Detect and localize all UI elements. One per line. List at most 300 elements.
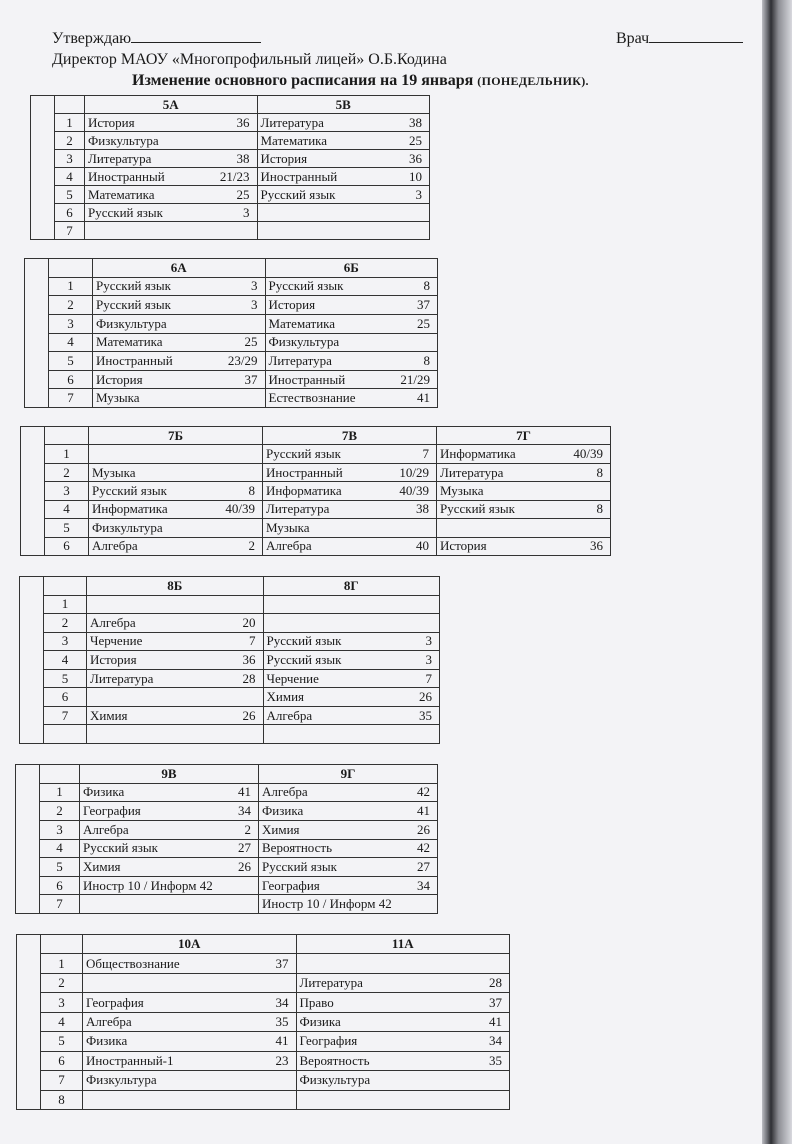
- table-row: [21, 482, 611, 500]
- room-number: 28: [489, 975, 502, 991]
- room-number: 34: [275, 994, 289, 1010]
- table-row: [25, 389, 438, 408]
- lesson-cell: [83, 1071, 297, 1090]
- subject-name: История: [96, 371, 143, 387]
- lesson-cell: [87, 669, 264, 688]
- schedule-block-8: [19, 576, 440, 744]
- lesson-cell: [265, 370, 438, 389]
- table-row: [21, 537, 611, 555]
- subject-name: Музыка: [266, 519, 310, 535]
- day-cell: [21, 427, 45, 556]
- lesson-cell: [259, 839, 438, 858]
- room-number: 23/29: [227, 352, 258, 368]
- table-row: [16, 858, 438, 877]
- table-row: [31, 204, 430, 222]
- table-row: [17, 1012, 510, 1031]
- doctor-line: [616, 30, 743, 48]
- room-number: 26: [419, 689, 432, 705]
- subject-name: География: [86, 994, 144, 1010]
- lesson-cell: [89, 500, 263, 518]
- room-number: 40/39: [399, 482, 429, 498]
- day-cell: [31, 96, 55, 240]
- subject-name: Вероятность: [299, 1052, 370, 1068]
- lesson-cell: [257, 168, 430, 186]
- room-number: 38: [416, 501, 429, 517]
- room-number: 41: [417, 803, 430, 819]
- lesson-cell: [83, 1051, 297, 1070]
- lesson-cell: [437, 519, 611, 537]
- table-row: [25, 352, 438, 371]
- table-row: [20, 688, 440, 707]
- lesson-number: 5: [41, 1032, 83, 1051]
- lesson-cell: [259, 820, 438, 839]
- schedule-table: [30, 95, 430, 240]
- room-number: 3: [425, 651, 432, 667]
- day-cell: [16, 765, 40, 914]
- table-row: [31, 168, 430, 186]
- lesson-cell: [263, 614, 440, 633]
- subject-name: Химия: [90, 707, 128, 723]
- doctor-label: Врач: [616, 30, 650, 47]
- table-row: [16, 820, 438, 839]
- lesson-number-header: [41, 935, 83, 954]
- lesson-number: 6: [55, 204, 85, 222]
- subject-name: Алгебра: [262, 784, 308, 800]
- subject-name: Литература: [90, 670, 154, 686]
- class-name: 9В: [80, 765, 259, 784]
- lesson-cell: [85, 150, 258, 168]
- subject-name: Право: [299, 994, 334, 1010]
- room-number: 27: [238, 840, 251, 856]
- subject-name: Литература: [88, 150, 152, 166]
- room-number: [430, 897, 434, 911]
- subject-name: Математика: [260, 132, 328, 148]
- lesson-number: 5: [55, 186, 85, 204]
- subject-name: Русский язык: [83, 840, 158, 856]
- lesson-cell: [263, 595, 440, 614]
- room-number: 34: [238, 803, 251, 819]
- subject-name: Музыка: [440, 482, 484, 498]
- lesson-cell: [87, 706, 264, 725]
- table-row: [17, 973, 510, 992]
- subject-name: Литература: [260, 114, 324, 130]
- subject-name: Литература: [440, 464, 504, 480]
- subject-name: Литература: [299, 975, 363, 991]
- lesson-cell: [80, 839, 259, 858]
- lesson-cell: [93, 314, 266, 333]
- lesson-number: 2: [49, 296, 93, 315]
- table-row: [20, 632, 440, 651]
- subject-name: Физкультура: [299, 1072, 371, 1088]
- lesson-cell: [89, 537, 263, 555]
- room-number: 42: [417, 784, 430, 800]
- subject-name: Физика: [86, 1033, 128, 1049]
- room-number: 21/23: [219, 168, 250, 184]
- subject-name: Черчение: [90, 633, 143, 649]
- class-name: 7Г: [437, 427, 611, 445]
- table-row: [16, 839, 438, 858]
- room-number: [289, 1073, 293, 1087]
- subject-name: Русский язык: [96, 297, 171, 313]
- subject-name: Химия: [262, 821, 300, 837]
- lesson-cell: [85, 132, 258, 150]
- lesson-number: 7: [44, 706, 87, 725]
- room-number: 3: [251, 278, 258, 294]
- room-number: 35: [419, 707, 432, 723]
- subject-name: История: [440, 538, 487, 554]
- room-number: 8: [596, 501, 603, 517]
- subject-name: География: [262, 877, 320, 893]
- schedule-block-7: [20, 426, 611, 556]
- lesson-cell: [89, 463, 263, 481]
- lesson-number: 3: [40, 820, 80, 839]
- lesson-number: 1: [44, 595, 87, 614]
- lesson-cell: [437, 463, 611, 481]
- table-row: [20, 651, 440, 670]
- lesson-number: 5: [45, 519, 89, 537]
- subject-name: Математика: [96, 334, 163, 350]
- lesson-cell: [80, 802, 259, 821]
- subject-name: Русский язык: [262, 858, 337, 874]
- class-header-row: [21, 427, 611, 445]
- subject-name: Алгебра: [92, 538, 138, 554]
- schedule-table: [16, 934, 510, 1110]
- subject-name: Русский язык: [96, 278, 171, 294]
- subject-name: Иностранный: [88, 168, 165, 184]
- room-number: 3: [415, 186, 422, 202]
- subject-name: Алгебра: [90, 614, 136, 630]
- room-number: 10: [409, 168, 422, 184]
- lesson-cell: [263, 463, 437, 481]
- lesson-cell: [80, 820, 259, 839]
- lesson-cell: [257, 186, 430, 204]
- room-number: 20: [242, 614, 256, 630]
- class-header-row: [16, 765, 438, 784]
- lesson-cell: [263, 537, 437, 555]
- director-line: Директор МАОУ «Многопрофильный лицей» О.Б.Кодина: [52, 51, 447, 68]
- room-number: 40: [416, 538, 429, 554]
- room-number: 3: [425, 633, 432, 649]
- room-number: 7: [425, 670, 432, 686]
- room-number: [502, 1073, 506, 1087]
- subject-name: Русский язык: [266, 651, 342, 667]
- lesson-cell: [93, 370, 266, 389]
- room-number: 40/39: [225, 501, 255, 517]
- lesson-cell: [89, 445, 263, 463]
- room-number: 34: [417, 877, 430, 893]
- lesson-cell: [296, 1051, 510, 1070]
- lesson-number: 4: [45, 500, 89, 518]
- subject-name: Алгебра: [86, 1013, 132, 1029]
- lesson-cell: [296, 1071, 510, 1090]
- lesson-number-header: [49, 259, 93, 278]
- lesson-number: 3: [44, 632, 87, 651]
- lesson-number: 3: [45, 482, 89, 500]
- room-number: 36: [236, 114, 250, 130]
- subject-name: Музыка: [92, 464, 136, 480]
- subject-name: Вероятность: [262, 840, 333, 856]
- table-row: [25, 370, 438, 389]
- lesson-cell: [89, 482, 263, 500]
- lesson-cell: [85, 222, 258, 240]
- table-row: [17, 954, 510, 973]
- lesson-cell: [265, 277, 438, 296]
- lesson-cell: [83, 1032, 297, 1051]
- subject-name: История: [90, 651, 137, 667]
- room-number: 10/29: [399, 464, 429, 480]
- lesson-cell: [259, 895, 438, 914]
- lesson-cell: [257, 150, 430, 168]
- lesson-cell: [83, 973, 297, 992]
- lesson-number: [44, 725, 87, 744]
- lesson-cell: [87, 614, 264, 633]
- subject-name: Физкультура: [92, 519, 163, 535]
- subject-name: Физкультура: [86, 1072, 157, 1088]
- subject-name: История: [88, 114, 135, 130]
- approve-signature-line: [131, 42, 261, 43]
- lesson-cell: [263, 632, 440, 651]
- lesson-cell: [296, 954, 510, 973]
- class-name: 10А: [83, 935, 297, 954]
- table-row: [21, 445, 611, 463]
- room-number: 41: [275, 1033, 289, 1049]
- table-row: [25, 333, 438, 352]
- scan-edge: [762, 0, 792, 1144]
- lesson-number: 6: [41, 1051, 83, 1070]
- subject-name: История: [268, 297, 316, 313]
- lesson-cell: [296, 993, 510, 1012]
- lesson-cell: [263, 725, 440, 744]
- lesson-cell: [93, 333, 266, 352]
- schedule-block-5: [30, 95, 430, 237]
- subject-name: Русский язык: [88, 204, 163, 220]
- room-number: 23: [275, 1052, 289, 1068]
- lesson-number: 8: [41, 1090, 83, 1110]
- table-row: [25, 296, 438, 315]
- subject-name: Естествознание: [268, 390, 356, 406]
- subject-name: Русский язык: [266, 446, 341, 462]
- lesson-cell: [263, 669, 440, 688]
- subject-name: Русский язык: [440, 501, 515, 517]
- lesson-number-header: [55, 96, 85, 114]
- room-number: 25: [409, 132, 422, 148]
- subject-name: Обществознание: [86, 955, 180, 971]
- lesson-number: 3: [41, 993, 83, 1012]
- room-number: [430, 335, 434, 349]
- subject-name: Физкультура: [96, 315, 167, 331]
- subject-name: Математика: [268, 315, 336, 331]
- table-row: [25, 277, 438, 296]
- lesson-number: 7: [55, 222, 85, 240]
- lesson-number: 2: [45, 463, 89, 481]
- lesson-number: 2: [41, 973, 83, 992]
- table-row: [31, 186, 430, 204]
- lesson-number: 7: [41, 1071, 83, 1090]
- subject-name: Физика: [299, 1013, 341, 1029]
- lesson-cell: [263, 500, 437, 518]
- lesson-cell: [89, 519, 263, 537]
- subject-name: Иностранный-1: [86, 1052, 174, 1068]
- lesson-cell: [437, 482, 611, 500]
- subject-name: Иностранный: [260, 168, 338, 184]
- room-number: 36: [242, 651, 256, 667]
- room-number: 26: [417, 821, 430, 837]
- lesson-cell: [265, 352, 438, 371]
- lesson-number-header: [44, 577, 87, 596]
- subject-name: Физика: [83, 784, 125, 800]
- lesson-cell: [259, 876, 438, 895]
- room-number: 41: [238, 784, 251, 800]
- subject-name: Физика: [262, 803, 304, 819]
- lesson-cell: [263, 706, 440, 725]
- table-row: [17, 1090, 510, 1110]
- lesson-cell: [296, 1090, 510, 1110]
- room-number: 26: [238, 858, 251, 874]
- lesson-cell: [263, 445, 437, 463]
- subject-name: Информатика: [266, 482, 342, 498]
- lesson-cell: [296, 1032, 510, 1051]
- lesson-cell: [85, 186, 258, 204]
- lesson-number: 2: [55, 132, 85, 150]
- room-number: 42: [417, 840, 430, 856]
- room-number: 25: [244, 334, 258, 350]
- room-number: 7: [249, 633, 256, 649]
- lesson-number: 3: [55, 150, 85, 168]
- room-number: [255, 466, 259, 480]
- subject-name: Физкультура: [88, 132, 159, 148]
- room-number: 8: [596, 464, 603, 480]
- class-name: 8Г: [263, 577, 440, 596]
- schedule-table: [24, 258, 438, 408]
- lesson-cell: [87, 651, 264, 670]
- subject-name: Русский язык: [92, 482, 167, 498]
- subject-name: Музыка: [96, 390, 140, 406]
- room-number: 3: [251, 297, 258, 313]
- subject-name: История: [260, 150, 308, 166]
- room-number: 37: [489, 994, 502, 1010]
- room-number: 40/39: [573, 446, 603, 462]
- lesson-number-header: [40, 765, 80, 784]
- lesson-number: 7: [49, 389, 93, 408]
- subject-name: Алгебра: [266, 707, 313, 723]
- room-number: 41: [417, 390, 430, 406]
- lesson-number: 6: [45, 537, 89, 555]
- table-row: [31, 150, 430, 168]
- lesson-number: 7: [40, 895, 80, 914]
- page-title: [132, 72, 589, 90]
- lesson-cell: [259, 802, 438, 821]
- subject-name: Информатика: [92, 501, 168, 517]
- lesson-number: 1: [40, 783, 80, 802]
- lesson-cell: [80, 858, 259, 877]
- subject-name: Иностр 10 / Информ 42: [83, 877, 213, 893]
- lesson-cell: [87, 688, 264, 707]
- room-number: 41: [489, 1013, 502, 1029]
- lesson-number: 1: [45, 445, 89, 463]
- table-row: [20, 669, 440, 688]
- table-row: [17, 1032, 510, 1051]
- class-header-row: [20, 577, 440, 596]
- subject-name: Черчение: [266, 670, 319, 686]
- lesson-cell: [83, 1090, 297, 1110]
- lesson-cell: [437, 500, 611, 518]
- lesson-cell: [80, 876, 259, 895]
- subject-name: Литература: [268, 352, 332, 368]
- title-main: Изменение основного расписания на 19 января: [132, 72, 474, 89]
- lesson-number: 4: [40, 839, 80, 858]
- schedule-block-6: [24, 258, 438, 408]
- lesson-cell: [87, 595, 264, 614]
- lesson-cell: [85, 168, 258, 186]
- lesson-number: 1: [41, 954, 83, 973]
- day-cell: [20, 577, 44, 744]
- subject-name: Информатика: [440, 446, 516, 462]
- room-number: 26: [242, 707, 256, 723]
- subject-name: Физкультура: [268, 334, 340, 350]
- lesson-number: 1: [55, 114, 85, 132]
- subject-name: Русский язык: [266, 633, 342, 649]
- schedule-block-9: [15, 764, 438, 914]
- table-row: [20, 595, 440, 614]
- lesson-cell: [93, 389, 266, 408]
- table-row: [16, 802, 438, 821]
- table-row: [31, 132, 430, 150]
- table-row: [16, 783, 438, 802]
- lesson-cell: [85, 204, 258, 222]
- lesson-cell: [263, 519, 437, 537]
- class-name: 6Б: [265, 259, 438, 278]
- lesson-number: 4: [49, 333, 93, 352]
- lesson-cell: [80, 895, 259, 914]
- lesson-number: 5: [44, 669, 87, 688]
- subject-name: Иностр 10 / Информ 42: [262, 896, 392, 912]
- approve-label: Утверждаю: [52, 30, 132, 47]
- subject-name: Математика: [88, 186, 155, 202]
- room-number: [251, 879, 255, 893]
- lesson-cell: [85, 114, 258, 132]
- table-row: [20, 725, 440, 744]
- table-row: [21, 500, 611, 518]
- lesson-cell: [263, 688, 440, 707]
- lesson-cell: [83, 954, 297, 973]
- room-number: 35: [489, 1052, 502, 1068]
- room-number: 8: [423, 278, 430, 294]
- lesson-cell: [83, 1012, 297, 1031]
- room-number: 7: [422, 446, 429, 462]
- room-number: [255, 521, 259, 535]
- lesson-cell: [437, 445, 611, 463]
- room-number: 2: [244, 821, 251, 837]
- class-header-row: [25, 259, 438, 278]
- lesson-cell: [263, 651, 440, 670]
- table-row: [20, 614, 440, 633]
- room-number: 27: [417, 858, 430, 874]
- lesson-cell: [437, 537, 611, 555]
- subject-name: Алгебра: [266, 538, 312, 554]
- subject-name: Алгебра: [83, 821, 129, 837]
- subject-name: География: [83, 803, 141, 819]
- lesson-number: 5: [49, 352, 93, 371]
- subject-name: Иностранный: [266, 464, 343, 480]
- subject-name: Русский язык: [260, 186, 336, 202]
- title-day: (ПОНЕДЕЛЬНИК).: [477, 74, 589, 88]
- class-header-row: [17, 935, 510, 954]
- schedule-table: [19, 576, 440, 744]
- room-number: 3: [243, 204, 250, 220]
- room-number: [258, 317, 262, 331]
- room-number: 38: [409, 114, 422, 130]
- room-number: [250, 134, 254, 148]
